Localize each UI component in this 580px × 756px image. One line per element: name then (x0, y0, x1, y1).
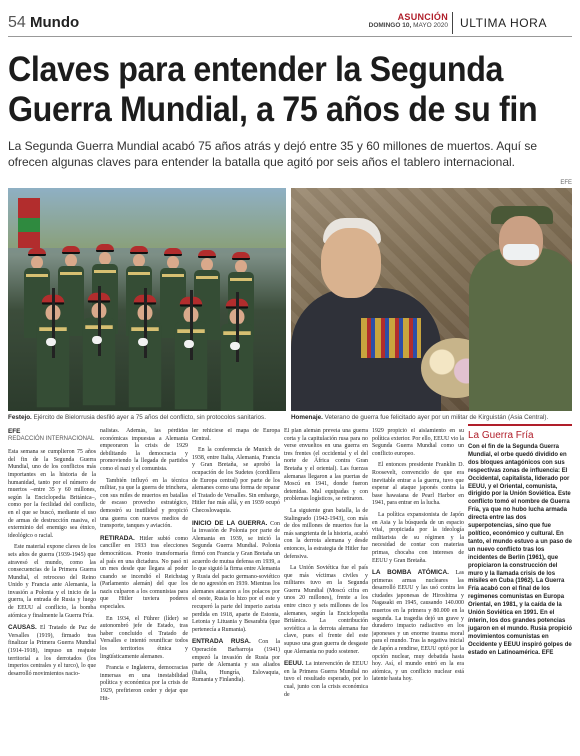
byline: EFE (8, 428, 21, 435)
paragraph: El plan alemán preveía una guerra corta y la capitulación rusa para no verse envueltos en una guerra en tres frentes (el occidental y el del norte de África contra Gran Bretaña y el oriental). Las fuerzas alemanas llegaron a las puertas de Moscú en 1941, donde fueron detenidas. Mal equipadas y con problemas logísticos, se retiraron. (284, 428, 368, 503)
paragraph: RETIRADA. Hitler subió como canciller en 1933 tras elecciones democráticas. Pronto transformaría al país en una dictadura. No pasó ni un mes desde que llegara al poder cuando se incendió el Reichstag (Parlamento alemán) del que los nazis culparon a los comunistas para que Hitler tuviera poderes especiales. (100, 534, 188, 611)
paragraph: Francia e Inglaterra, democracias inmersas en una inestabilidad política y económica por la crisis de 1929, prefirieron ceder y dejar que Hit- (100, 665, 188, 702)
paragraph: En la conferencia de Munich de 1938, entre Italia, Alemania, Francia y Gran Bretaña, se aprobó la ocupación de los Sudetes (cordillera de Europa central) por parte de los alemanes como una forma de reparar el Tratado de Versalles. Sin embargo, Hitler fue más allá, y en 1939 ocupó Checoslovaquia. (192, 447, 280, 514)
paragraph: La política expansionista de Japón en Asia y la búsqueda de un espacio vital, propiciada por la ideología militarista de su régimen y la necesidad de contar con materias primas, chocaba con intereses de EEUU y Gran Bretaña. (372, 511, 464, 564)
headline: Claves para entender la Segunda Guerra Mundial, a 75 años de su fin (8, 50, 538, 129)
brand-tag[interactable]: ULTIMA HORA (460, 16, 548, 30)
header-divider (452, 12, 453, 34)
header-rule (8, 36, 572, 37)
paragraph: La siguiente gran batalla, la de Stalingrado (1942-1943), con más de dos millones de muertos fue la más sangrienta de la historia, acabó con la derrota alemana y desde entonces, la estrategia de Hitler fue defensiva. (284, 507, 368, 560)
parade-photo[interactable] (8, 188, 286, 411)
photo-caption-right: Homenaje. Veterano de guerra fue felicitado ayer por un militar de Kirguistán (Asia Central). (291, 414, 549, 421)
sidebar-title: La Guerra Fría (468, 430, 534, 441)
article-column-3 (192, 428, 280, 689)
photo-caption-left: Festejo. Ejército de Bielorrusia desfiló ayer a 75 años del conflicto, sin protocolos sanitarios. (8, 414, 266, 421)
photo-credit: EFE (560, 180, 572, 186)
paragraph: CAUSAS. El Tratado de Paz de Versalles (1919), firmado tras finalizar la Primera Guerra Mundial (1914-1918), impuso un reajuste territorial a los derrotados (los imperios centrales y el turco), lo que desarrolló movimientos nacio- (8, 624, 96, 677)
section-name[interactable]: Mundo (30, 14, 80, 31)
paragraph: LA BOMBA ATÓMICA. Las primeras armas nucleares las desarrolló EEUU y las usó contra las ciudades japonesas de Hiroshima y Nagasaki en 1945, causando 140.000 muertos en la primera y 80.000 en la segunda. La tragedia dejó un grave y duradero impacto radiactivo en los japoneses y un enorme trauma moral para el mundo. Tras la negativa inicial de Japón a rendirse, EEUU optó por la opción nuclear, muy debatida hasta hoy. Así, el mundo entró en la era atómica, y un conflicto nuclear está latente hasta hoy. (372, 569, 464, 683)
paragraph: También influyó en la técnica militar, ya que la guerra de trinchera, con sus miles de muertos en batallas de escaso provecho estratégico, demostró su inutilidad y propició una guerra con nuevos medios de transporte, tanques y aviación. (100, 477, 188, 530)
sidebar-body: Con el fin de la Segunda Guerra Mundial, el orbe quedó dividido en dos bloques antagónicos con sus respectivas zonas de influencia: El Occidental, capitalista, liderado por EEUU, y el Oriental, comunista, dirigido por la Unión Soviética. Este conflicto tomó el nombre de Guerra Fría, ya que no hubo lucha armada directa entre las dos superpotencias, sino que fue político, económico y cultural. En tanto, el mundo estuvo a un paso de un nuevo conflicto tras los incidentes de Berlín (1961), que propiciaron la construcción del muro y la llamada crisis de los misiles en Cuba (1962). La Guerra Fría acabó con el final de los regímenes comunistas en Europa Oriental, en 1981, y la caída de la Unión Soviética en 1991. En el ínterin, los dos grandes potencias jugaron en el mundo. Rusia propició movimientos comunistas en Occidente y EEUU inspiró golpes de estado en Latinoamérica. EFE (468, 444, 573, 656)
paragraph: Este material expone claves de los seis años de guerra (1939-1945) que atravesó el mundo, como las consecuencias de la Primera Guerra Mundial, el retroceso del Reino Unido y Francia ante Alemania, la invasión a Polonia y el inicio de la guerra, la entrada de Rusia y luego de EEUU al conflicto, la bomba atómica y finalmente la Guerra Fría. (8, 544, 96, 619)
article-column-4 (284, 428, 368, 703)
paragraph: El entonces presidente Franklin D. Roosevelt, convencido de que era inevitable entrar a la guerra, tuvo que esperar al ataque japonés contra la base hawaiana de Pearl Harbor en 1941, para entrar en la lucha. (372, 462, 464, 507)
deck: La Segunda Guerra Mundial acabó 75 años atrás y dejó entre 35 y 60 millones de muertos. Aquí se ofrecen algunas claves para entender la batalla que agitó por seis años el tablero internacional. (8, 139, 537, 169)
page-number: 54 (8, 14, 26, 31)
paragraph: La Unión Soviética fue el país que más víctimas civiles y militares tuvo en la Segunda Guerra Mundial (Moscú cifra en unos 20 millones), frente a los entre cinco y seis millones de los alemanes, según la Enciclopedia Británica. La contribución soviética a la derrota alemana fue clave, pues el frente del este supuso una gran guerra de desgaste que Alemania no pudo sostener. (284, 565, 368, 655)
sidebar-box (468, 424, 572, 744)
byline-desk: REDACCIÓN INTERNACIONAL (8, 435, 95, 442)
article-column-5 (372, 428, 464, 688)
paragraph: INICIO DE LA GUERRA. Con la invasión de Polonia por parte de Alemania en 1939, se inició la Segunda Guerra Mundial. Polonia firmó con Francia y Gran Bretaña un acuerdo de mutua defensa en 1939, a lo que siguió la firma entre Alemania y Rusia del pacto germano-soviético de no agresión en 1939. Mientras los alemanes atacaron a los polacos por el oeste, Rusia lo hizo por el este y recuperó la parte del imperio zarista perdida en 1918, aparte de Estonia, Letonia y Lituania y Besarabia (que pertenecía a Rumania). (192, 519, 280, 633)
publication-date: DOMINGO 10, MAYO 2020 (368, 22, 448, 29)
paragraph: 1929 propició el aislamiento en su política exterior. Por ello, EEUU vio la Segunda Guerra Mundial como un conflicto europeo. (372, 428, 464, 457)
publication-info (369, 12, 448, 29)
publication-city: ASUNCIÓN (397, 12, 448, 22)
paragraph: ENTRADA RUSA. Con la Operación Barbarroja (1941) empezó la invasión de Rusia por parte de Alemania y sus aliados (Italia, Hungría, Eslovaquia, Rumania y Finlandia). (192, 638, 280, 684)
article-column-1 (8, 428, 96, 682)
paragraph: En 1934, el Führer (líder) se autonombró jefe de Estado, tras haber concluido el Tratado de Versalles e intentó reunificar todos los territorios étnica y lingüísticamente alemanes. (100, 615, 188, 660)
article-column-2 (100, 428, 188, 707)
paragraph: nalistas. Además, las pérdidas económicas impuestas a Alemania empeoraron la crisis de 1929 debilitando la democracia y promoviendo la llegada de partidos como el nazi y el comunista. (100, 428, 188, 472)
page-header (0, 0, 580, 44)
paragraph: ler rehiciese el mapa de Europa Central. (192, 428, 280, 442)
paragraph: Esta semana se cumplieron 75 años del fin de la Segunda Guerra Mundial, uno de los conflictos más importantes en la historia de la humanidad, tanto por el número de muertos –entre 35 y 60 millones, según la Enciclopedia Británica–, como por la fecilidad del conflicto, en el que se buscó, mediante el uso de armas de destrucción masiva, el exterminio del enemigo sea étnico, ideológico o racial. (8, 449, 96, 539)
paragraph: EEUU. La intervención de EEUU en la Primera Guerra Mundial no tuvo el resultado esperado, por lo cual, junto con la crisis económica de (284, 660, 368, 698)
veteran-photo[interactable] (291, 188, 572, 411)
